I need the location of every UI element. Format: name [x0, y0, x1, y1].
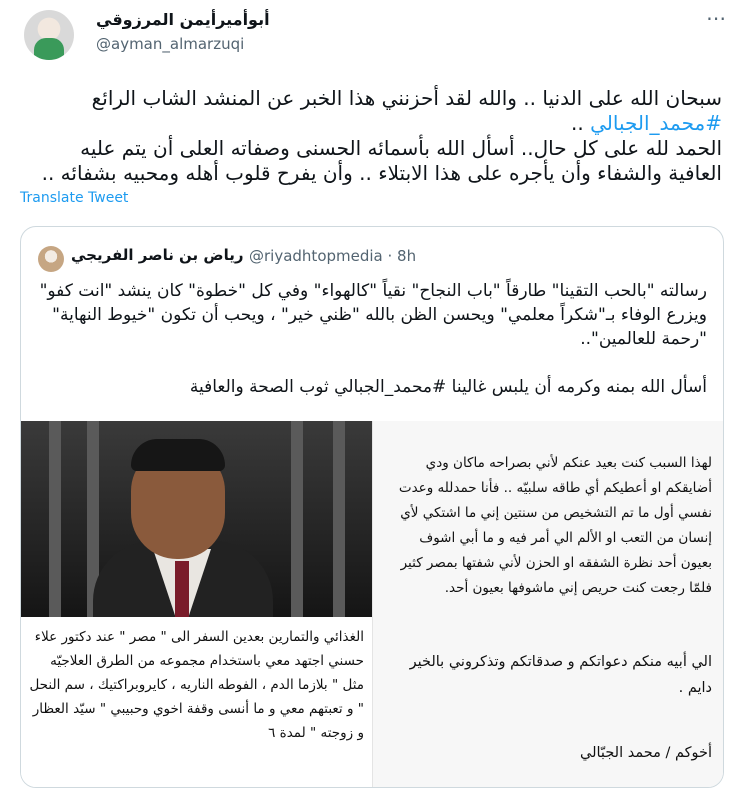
- quoted-tweet[interactable]: [20, 226, 724, 788]
- quoted-tweet-text-2: أسأل الله بمنه وكرمه أن يلبس غالينا #محمد_الجبالي ثوب الصحة والعافية: [189, 377, 707, 397]
- letter-paragraph-2: الي أبيه منكم دعواتكم و صدقاتكم وتذكروني بالخير دايم .: [405, 654, 712, 696]
- quoted-author-name: رياض بن ناصر الفريجي: [71, 246, 244, 264]
- tweet-line-3: الحمد لله على كل حال.. أسأل الله بأسمائه الحسنى وصفاته العلى أن يتم عليه العافية والشفاء وأن يأجره على هذا الابتلاء .. وأن يفرح قلوب أهله ومحبيه بشفائه ..: [41, 136, 722, 185]
- hashtag-link[interactable]: #محمد_الجبالي: [590, 111, 722, 135]
- quoted-tweet-text: رسالته "بالحب التقينا" طارقاً "باب النجاح" نقياً "كالهواء" وفي كل "خطوة" كان ينشد "انت كفو" ويزرع الوفاء بـ"شكراً معلمي" ويحسن الظن بالله "ظني خير" ، ويحب أن تكون "خيوط النهاية" "رحمة للعالمين"..: [34, 281, 707, 349]
- document-text: الغذائي والتمارين بعدين السفر الى " مصر " عند دكتور علاء حسني اجتهد معي باستخدام مجموعه من الطرق العلاجيّه مثل " بلازما الدم ، الفوطه الناريه ، كايروبراكتيك ، سم النحل " و تعبتهم معي و ما أنسى وقفة اخوي وحبيبي " سيّد العظار و زوجته " لمدة ٦: [25, 629, 364, 741]
- author-handle[interactable]: @ayman_almarzuqi: [96, 35, 245, 53]
- letter-signature: أخوكم / محمد الجبّالي: [580, 745, 712, 761]
- quoted-author-avatar: [38, 246, 64, 272]
- translate-tweet-link[interactable]: Translate Tweet: [20, 190, 129, 206]
- author-name[interactable]: أبوأميرأيمن المرزوقي: [96, 10, 270, 29]
- tweet-text: [22, 86, 722, 186]
- more-options-icon[interactable]: ⋯: [706, 6, 726, 30]
- document-image[interactable]: [21, 619, 372, 788]
- letter-paragraph-1: لهذا السبب كنت بعيد عنكم لأني بصراحه ماكان ودي أضايقكم او أعطيكم أي طاقه سلبيّه .. فأنا حمدلله وعدت نفسي أول ما تم التشخيص من سنتين إني ما اشتكي لأي إنسان من التعب او الألم الي أمر فيه و ما أبي اشوف بعيون أحد نظرة الشفقه او الحزن لأني شفتها بمصر كثير فلمّا رجعت كنت حريص إني ماشوفها بعيون أحد.: [394, 455, 712, 596]
- author-avatar[interactable]: [24, 10, 74, 60]
- quoted-author-handle: @riyadhtopmedia · 8h: [249, 247, 417, 265]
- tweet-line-1: سبحان الله على الدنيا .. والله لقد أحزنني هذا الخبر عن المنشد الشاب الرائع: [91, 86, 722, 110]
- hashtag-suffix: ..: [571, 111, 591, 135]
- letter-image[interactable]: [372, 421, 724, 788]
- portrait-photo[interactable]: [21, 421, 372, 617]
